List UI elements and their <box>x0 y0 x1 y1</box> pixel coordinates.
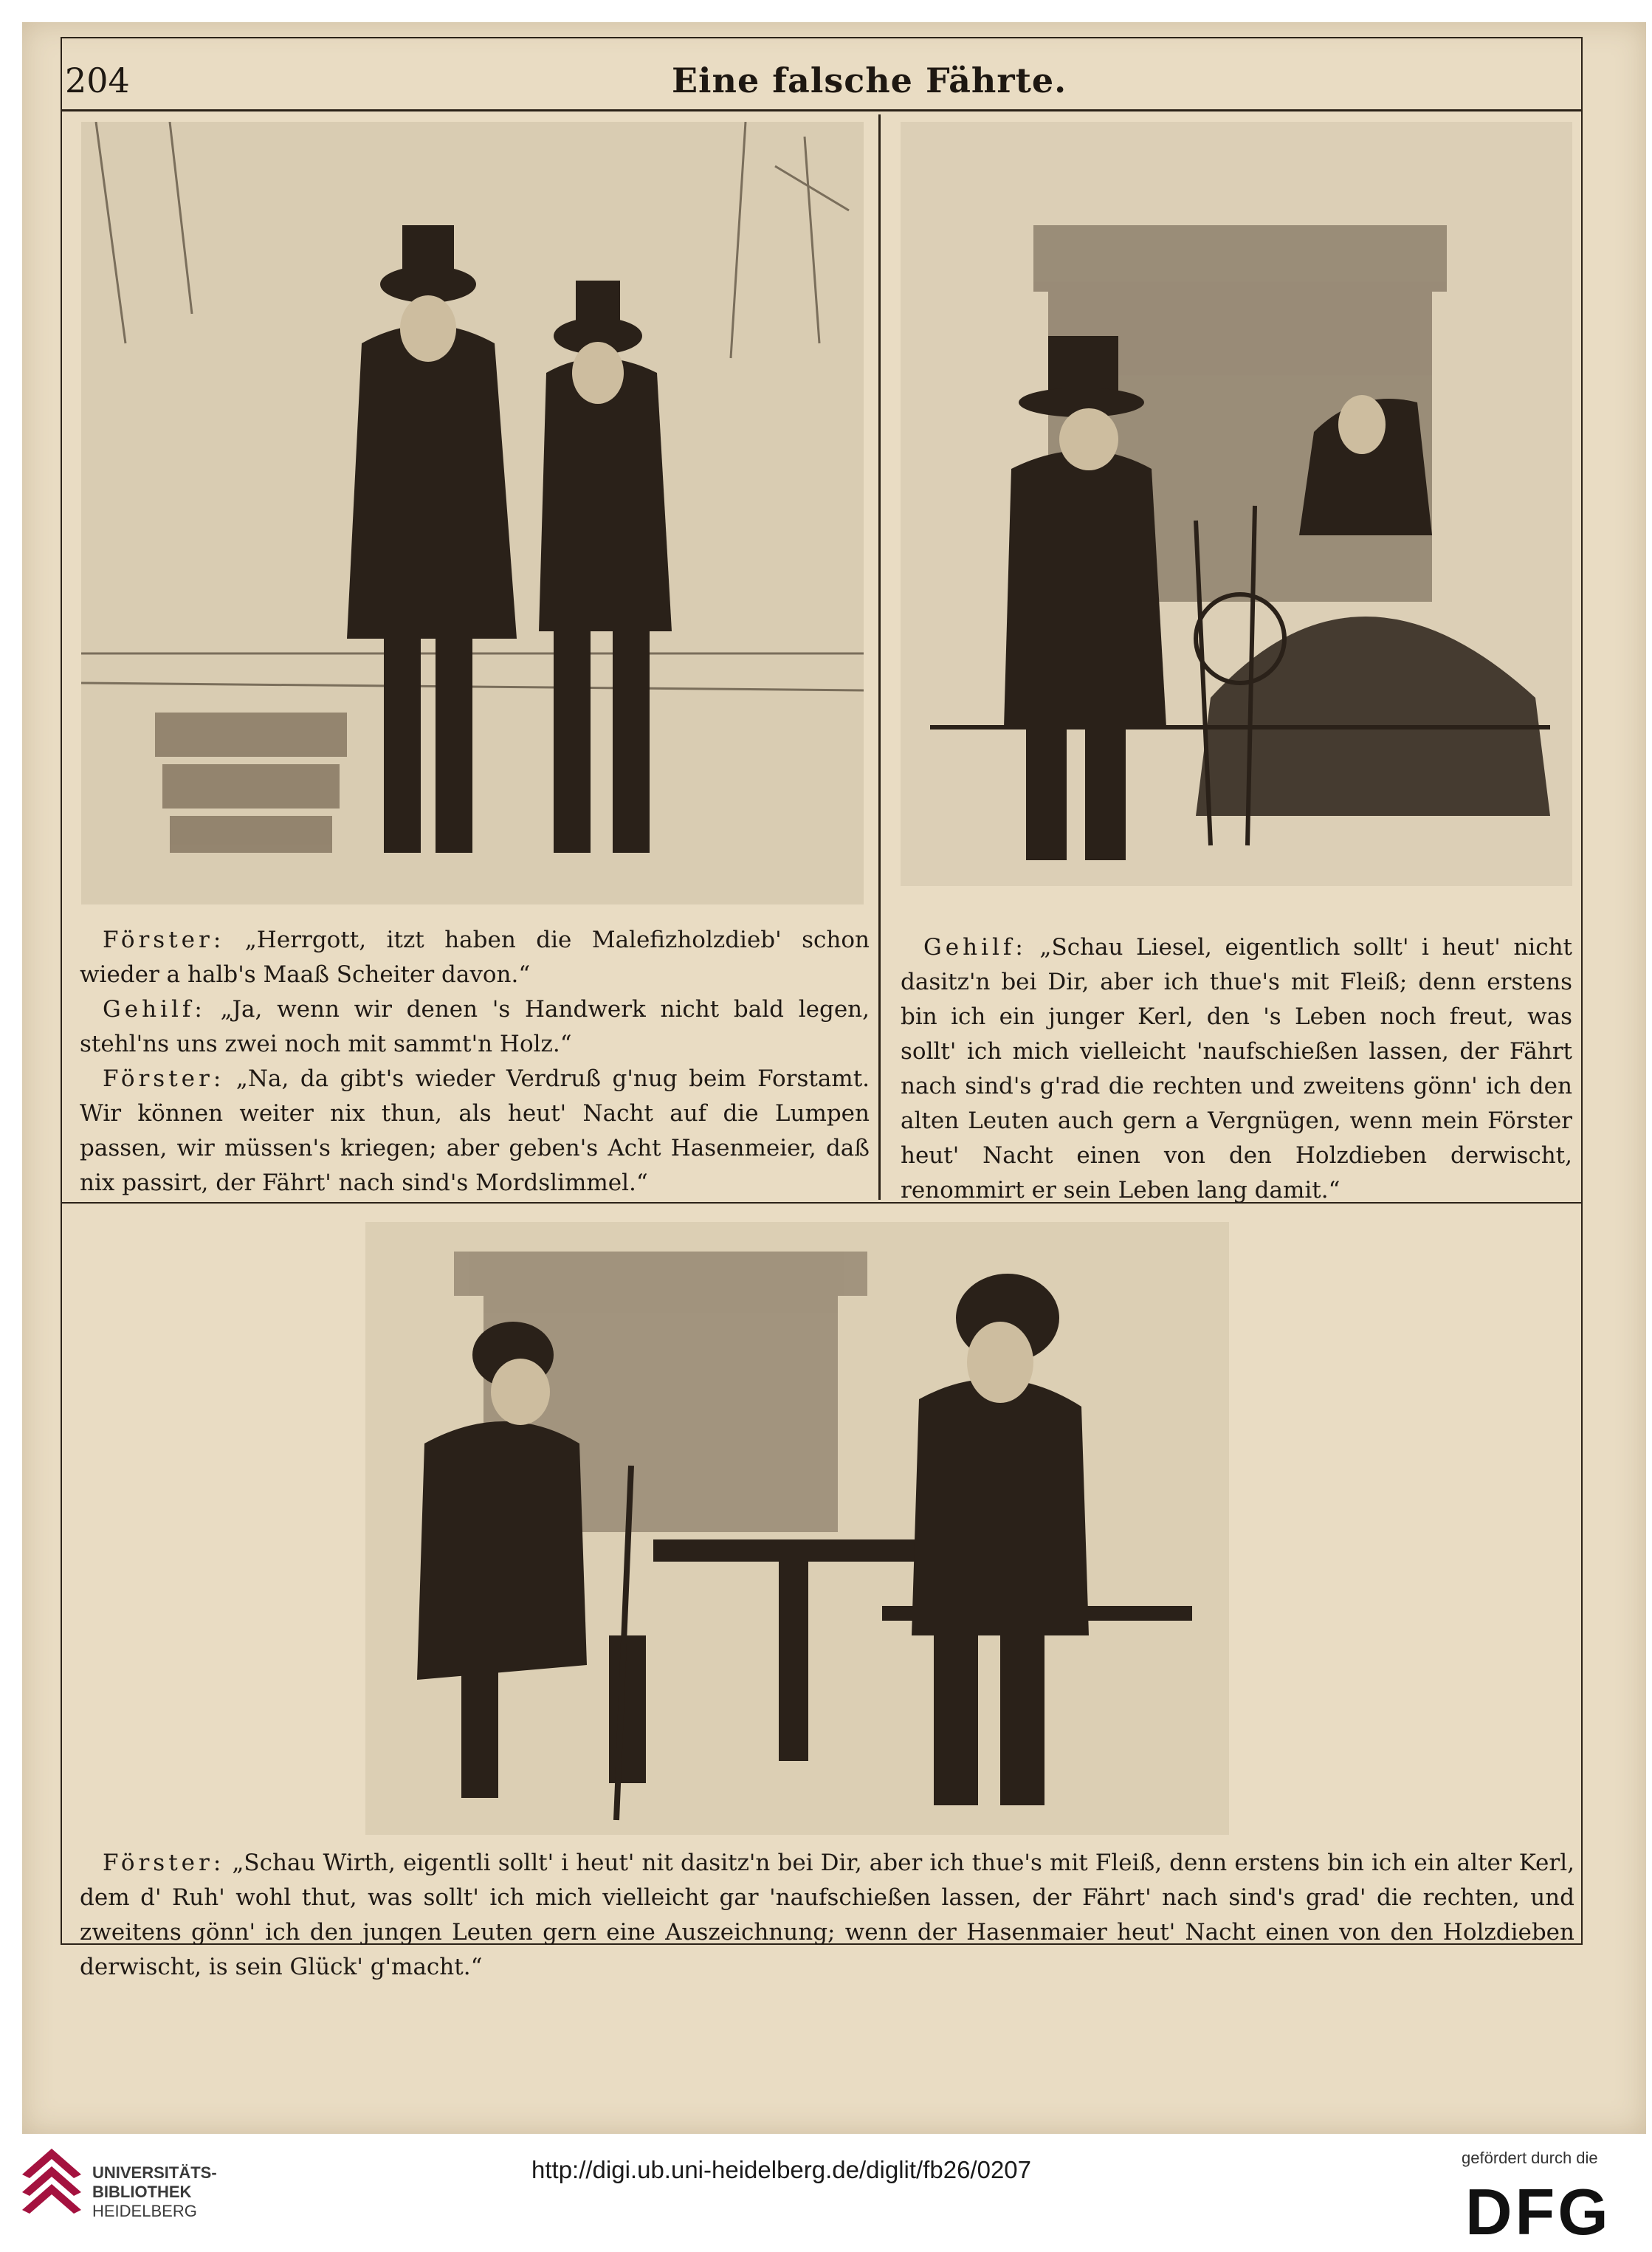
column-divider <box>878 114 881 1200</box>
page-title: Eine falsche Fährte. <box>672 61 1067 100</box>
caption-tavern <box>80 1846 1574 1985</box>
dfg-logo: DFG <box>1465 2175 1611 2248</box>
header-rule <box>61 109 1581 111</box>
speaker-label: Förster: <box>103 1850 225 1876</box>
dialogue-line <box>80 1846 1574 1985</box>
illustration-foresters <box>81 122 864 904</box>
speaker-label: Gehilf: <box>923 934 1027 961</box>
dialogue-text: „Herrgott, itzt haben die Malefizholzdieb' schon wieder a halb's Maaß Scheiter davon.“ <box>80 927 870 988</box>
library-logo-icon <box>22 2149 81 2230</box>
footer-bar <box>0 2134 1652 2252</box>
library-name-line3: HEIDELBERG <box>92 2202 197 2220</box>
illustration-tavern <box>365 1222 1229 1835</box>
speaker-label: Förster: <box>103 927 225 953</box>
page-number: 204 <box>65 61 130 100</box>
dialogue-text: „Ja, wenn wir denen 's Handwerk nicht bald legen, stehl'ns uns zwei noch mit sammt'n Holz.“ <box>80 996 870 1057</box>
library-name-line1: UNIVERSITÄTS- <box>92 2163 217 2182</box>
speaker-label: Förster: <box>103 1065 225 1092</box>
library-name-line2: BIBLIOTHEK <box>92 2183 192 2201</box>
dialogue-line <box>80 1062 870 1201</box>
source-url-link[interactable]: http://digi.ub.uni-heidelberg.de/diglit/fb26/0207 <box>531 2156 1031 2183</box>
caption-foresters <box>80 923 870 1201</box>
dialogue-text: „Schau Liesel, eigentlich sollt' i heut' nicht dasitz'n bei Dir, aber ich thue's mit Fleiß; denn erstens bin ich ein junger Kerl, den 's Leben noch freut, was sollt' ich mich vielleicht 'naufschießen lassen, der Fährt nach sind's g'rad die rechten und zweitens gönn' ich den alten Leuten auch gern a Vergnügen, wenn mein Förster heut' Nacht einen von den Holzdieben derwischt, renommirt er sein Leben lang damit.“ <box>901 934 1573 1204</box>
dialogue-text: „Schau Wirth, eigentli sollt' i heut' nit dasitz'n bei Dir, aber ich thue's mit Fleiß, denn erstens bin ich ein alter Kerl, dem d' Ruh' wohl thut, was sollt' ich mich vielleicht gar 'naufschießen lassen, der Fährt' nach sind's grad' die rechten, und zweitens gönn' ich den jungen Leuten gern eine Auszeichnung; wenn der Hasenmaier heut' Nacht einen von den Holzdieben derwischt, is sein Glück' g'macht.“ <box>80 1850 1574 1980</box>
scanned-page <box>22 22 1646 2134</box>
funded-by-text: gefördert durch die <box>1462 2149 1598 2167</box>
dialogue-line <box>80 923 870 992</box>
caption-spinning-wheel <box>901 930 1572 1208</box>
dialogue-line <box>901 930 1572 1208</box>
dialogue-text: „Na, da gibt's wieder Verdruß g'nug beim Forstamt. Wir können weiter nix thun, als heut' Nacht auf die Lumpen passen, wir müssen's kriegen; aber geben's Acht Hasenmeier, daß nix passirt, der Fährt' nach sind's Mordslimmel.“ <box>80 1065 870 1196</box>
dialogue-line <box>80 992 870 1062</box>
speaker-label: Gehilf: <box>103 996 206 1023</box>
illustration-spinning-wheel <box>901 122 1572 886</box>
